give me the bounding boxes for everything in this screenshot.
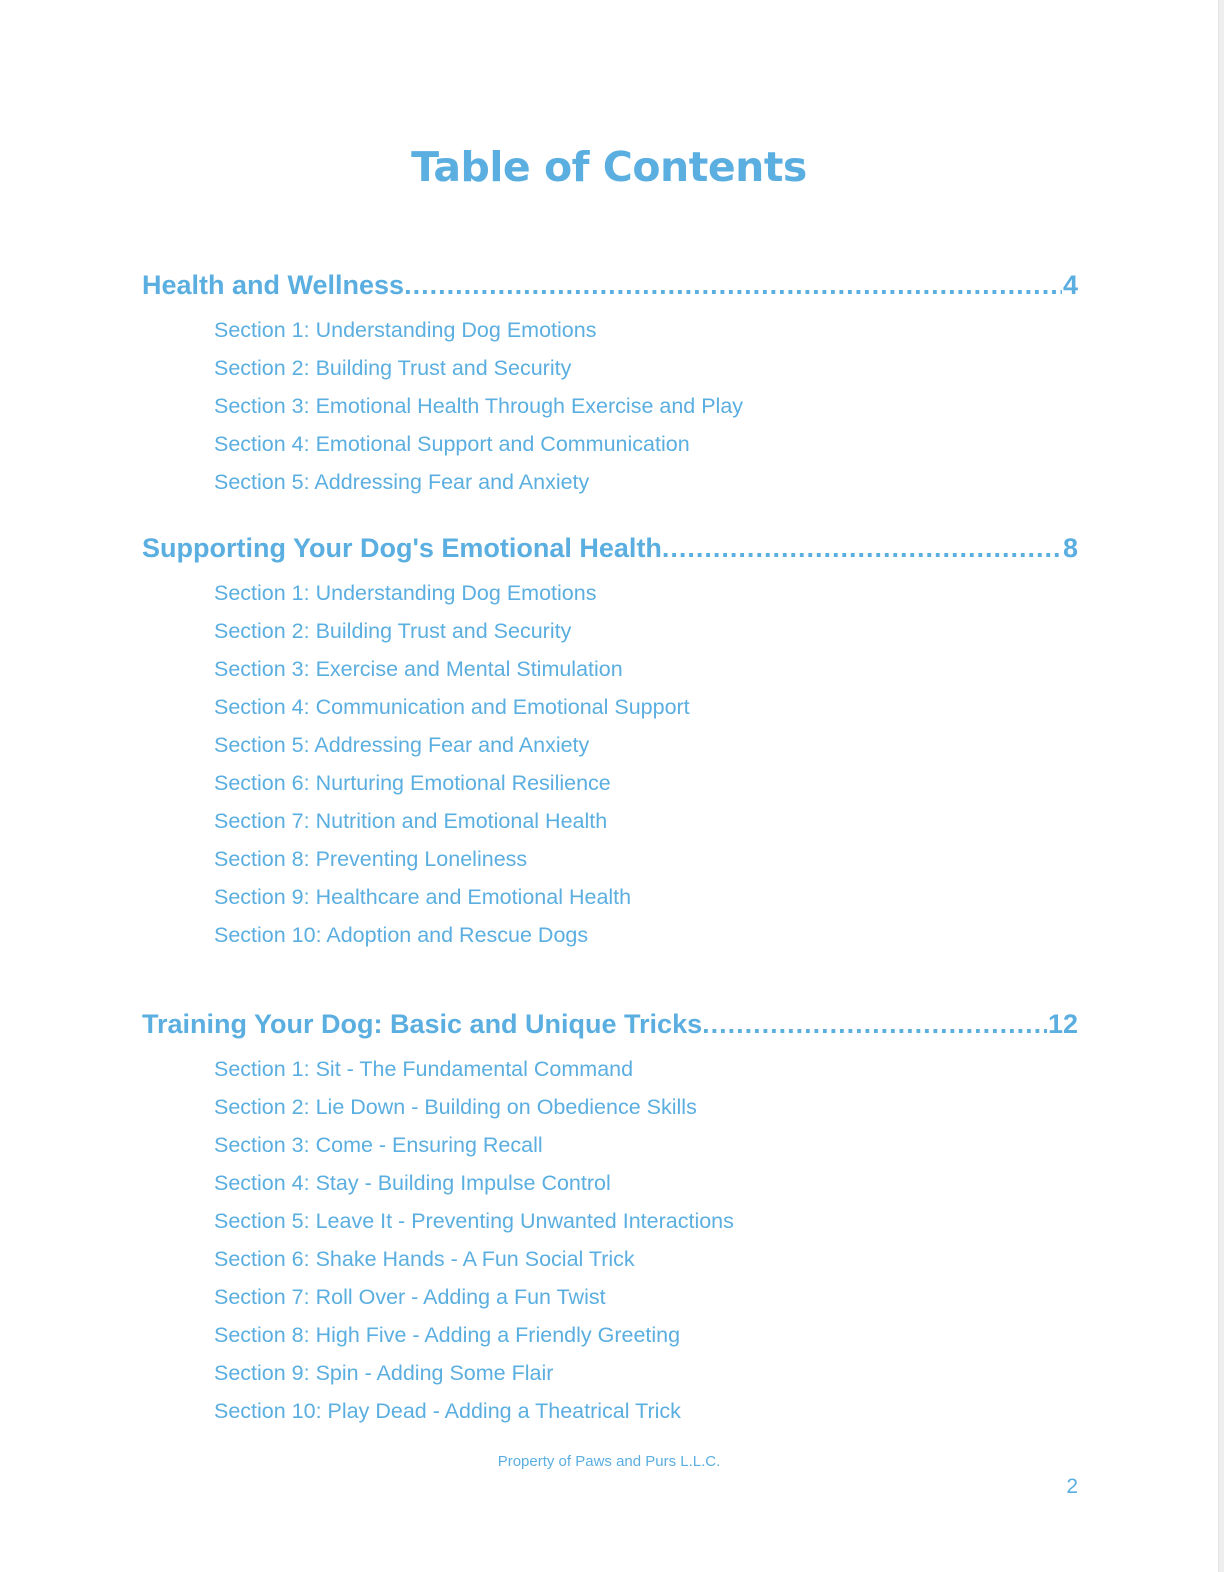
toc-section-item[interactable]: Section 2: Building Trust and Security xyxy=(214,356,572,380)
toc-section-item[interactable]: Section 4: Emotional Support and Communication xyxy=(214,432,690,456)
toc-section-item[interactable]: Section 1: Understanding Dog Emotions xyxy=(214,581,597,605)
toc-chapter-heading[interactable] xyxy=(142,270,1078,306)
toc-chapter xyxy=(142,1009,1078,1434)
toc-section-item[interactable]: Section 10: Play Dead - Adding a Theatrical Trick xyxy=(214,1399,681,1423)
dot-leader xyxy=(662,533,1062,564)
chapter-title: Health and Wellness xyxy=(142,270,405,300)
toc-section-item[interactable]: Section 3: Come - Ensuring Recall xyxy=(214,1133,543,1157)
toc-section-item[interactable]: Section 2: Lie Down - Building on Obedience Skills xyxy=(214,1095,697,1119)
dot-leader xyxy=(702,1009,1047,1040)
toc-section-item[interactable]: Section 7: Roll Over - Adding a Fun Twist xyxy=(214,1285,606,1309)
chapter-page-number: 8 xyxy=(1062,533,1078,563)
page-title: Table of Contents xyxy=(411,143,807,191)
toc-section-item[interactable]: Section 8: High Five - Adding a Friendly Greeting xyxy=(214,1323,681,1347)
toc-section-item[interactable]: Section 8: Preventing Loneliness xyxy=(214,847,528,871)
toc-section-item[interactable]: Section 2: Building Trust and Security xyxy=(214,619,572,643)
toc-section-item[interactable]: Section 3: Emotional Health Through Exercise and Play xyxy=(214,394,744,418)
toc-section-item[interactable]: Section 6: Nurturing Emotional Resilience xyxy=(214,771,611,795)
toc-section-item[interactable]: Section 1: Sit - The Fundamental Command xyxy=(214,1057,634,1081)
toc-chapter xyxy=(142,533,1078,958)
toc-section-item[interactable]: Section 7: Nutrition and Emotional Health xyxy=(214,809,608,833)
chapter-title: Supporting Your Dog's Emotional Health xyxy=(142,533,662,563)
chapter-page-number: 12 xyxy=(1047,1009,1078,1039)
section-list xyxy=(142,1054,1078,1434)
toc-section-item[interactable]: Section 9: Spin - Adding Some Flair xyxy=(214,1361,554,1385)
toc-chapter-heading[interactable] xyxy=(142,1009,1078,1045)
section-list xyxy=(142,315,1078,505)
page-number: 2 xyxy=(1066,1475,1078,1498)
toc-section-item[interactable]: Section 1: Understanding Dog Emotions xyxy=(214,318,597,342)
toc-section-item[interactable]: Section 5: Addressing Fear and Anxiety xyxy=(214,470,590,494)
toc-chapter xyxy=(142,270,1078,505)
toc-section-item[interactable]: Section 4: Communication and Emotional Support xyxy=(214,695,690,719)
dot-leader xyxy=(404,270,1062,301)
toc-section-item[interactable]: Section 10: Adoption and Rescue Dogs xyxy=(214,923,589,947)
toc-section-item[interactable]: Section 6: Shake Hands - A Fun Social Trick xyxy=(214,1247,635,1271)
toc-chapter-heading[interactable] xyxy=(142,533,1078,569)
toc-section-item[interactable]: Section 3: Exercise and Mental Stimulation xyxy=(214,657,623,681)
chapter-page-number: 4 xyxy=(1062,270,1078,300)
section-list xyxy=(142,578,1078,958)
page-edge xyxy=(1218,0,1224,1572)
toc-section-item[interactable]: Section 5: Addressing Fear and Anxiety xyxy=(214,733,590,757)
toc-section-item[interactable]: Section 4: Stay - Building Impulse Control xyxy=(214,1171,611,1195)
footer-note: Property of Paws and Purs L.L.C. xyxy=(497,1453,721,1470)
toc-section-item[interactable]: Section 9: Healthcare and Emotional Health xyxy=(214,885,632,909)
chapter-title: Training Your Dog: Basic and Unique Tricks xyxy=(142,1009,703,1039)
toc-section-item[interactable]: Section 5: Leave It - Preventing Unwanted Interactions xyxy=(214,1209,734,1233)
